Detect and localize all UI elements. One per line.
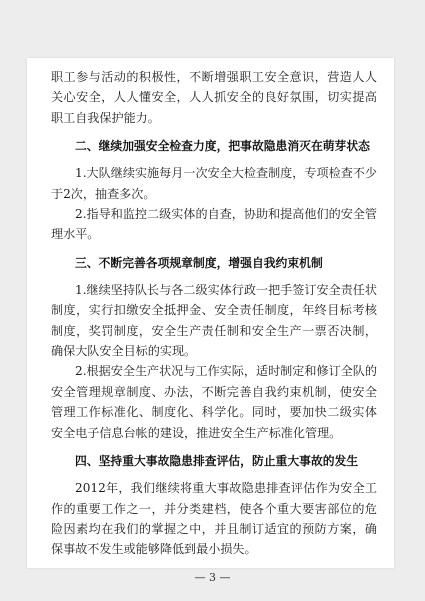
section-2-paragraph-2: 2.指导和监控二级实体的自查，协助和提高他们的安全管理水平。 xyxy=(51,207,377,242)
section-4-paragraph-1: 2012年，我们继续将重大事故隐患排查评估作为安全工作的重要工作之一，并分类建档，使各个重大要害部位的危险因素均在我们的掌握之中，并且制订适宜的预防方案，确保事故不发生或能够降低到最小损失。 xyxy=(51,481,377,557)
section-heading-2: 二、继续加强安全检查力度，把事故隐患消灭在萌芽状态 xyxy=(75,139,370,154)
section-heading-4: 四、坚持重大事故隐患排查评估，防止重大事故的发生 xyxy=(75,454,359,469)
section-3-paragraph-1: 1.继续坚持队长与各二级实体行政一把手签订安全责任状制度，实行扣缴安全抵押金、安全责任制度，年终目标考核制度，奖罚制度，安全生产责任制和安全生产一票否决制，确保大队安全目标的实现。 xyxy=(51,282,377,359)
section-heading-3: 三、不断完善各项规章制度，增强自我约束机制 xyxy=(75,255,323,270)
section-3-paragraph-2: 2.根据安全生产状况与工作实际，适时制定和修订全队的安全管理规章制度、办法，不断完善自我约束机制，使安全管理工作标准化、制度化、科学化。同时，要加快二级实体安全电子信息台帐的建设，推进安全生产标准化管理。 xyxy=(51,364,377,440)
page-number: — 3 — xyxy=(194,571,231,584)
intro-paragraph: 职工参与活动的积极性，不断增强职工安全意识，营造人人关心安全，人人懂安全，人人抓安全的良好氛围，切实提高职工自我保护能力。 xyxy=(51,70,377,125)
document-body xyxy=(51,67,377,560)
document-page xyxy=(27,58,394,568)
section-2-paragraph-1: 1.大队继续实施每月一次安全大检查制度，专项检查不少于2次，抽查多次。 xyxy=(51,166,377,201)
